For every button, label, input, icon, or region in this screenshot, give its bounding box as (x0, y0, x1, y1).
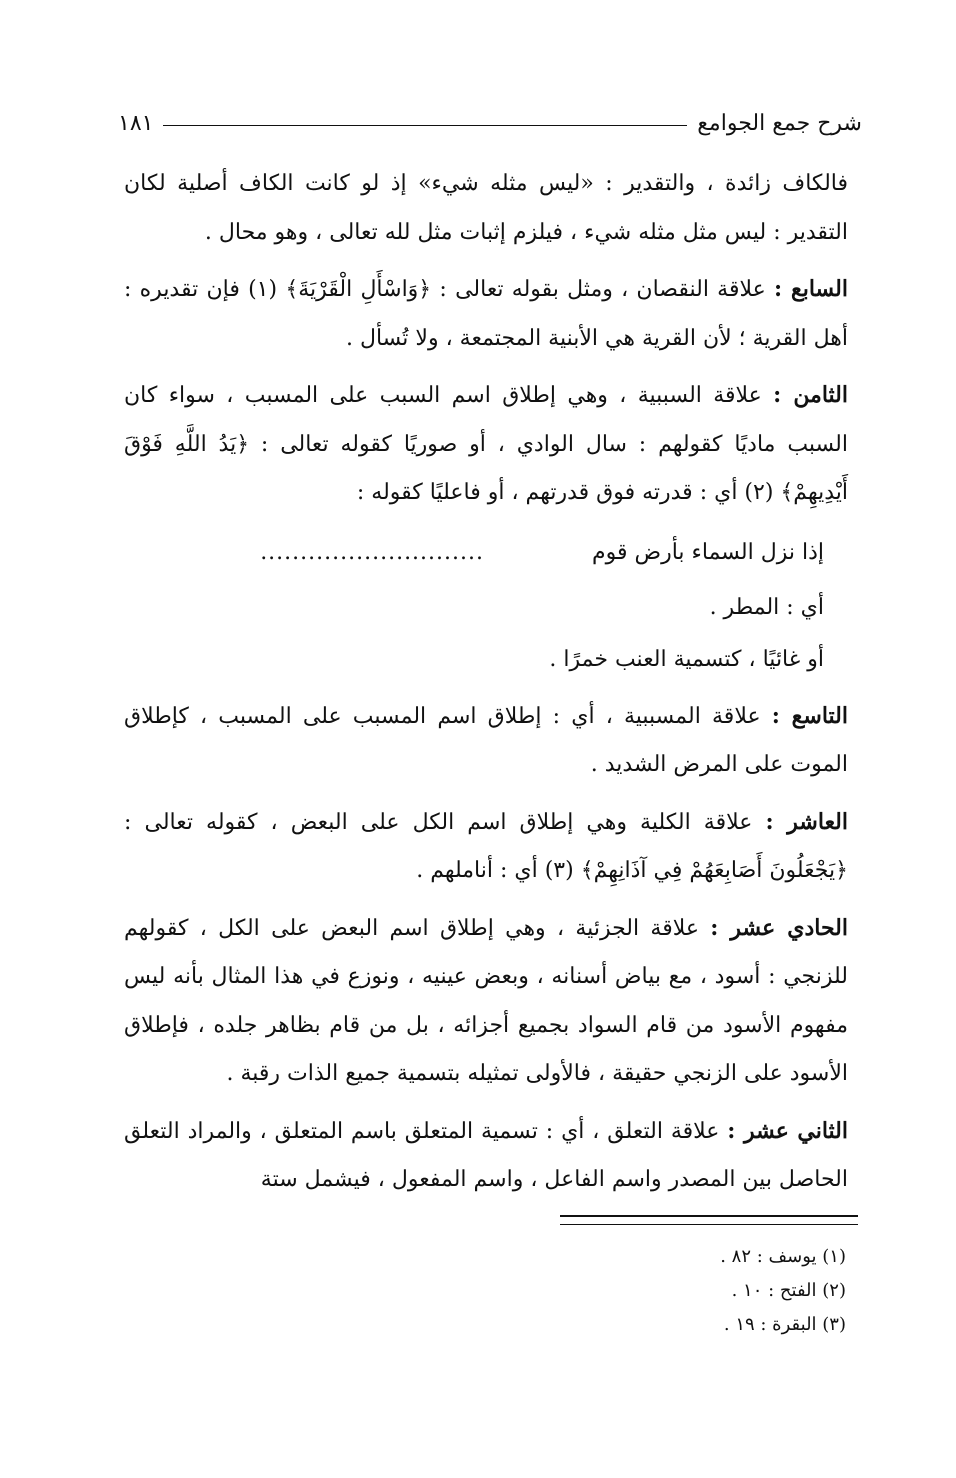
header-rule (163, 125, 687, 126)
footnote: (١) يوسف : ٨٢ . (720, 1246, 846, 1267)
poetry-verse (124, 526, 848, 582)
paragraph (124, 371, 848, 518)
paragraph (124, 904, 848, 1099)
paragraph (124, 160, 848, 257)
paragraph (124, 265, 848, 363)
paragraph-lead: الثاني عشر : (727, 1117, 848, 1144)
short-line: أو غائيًا ، كتسمية العنب خمرًا . (549, 646, 824, 672)
paragraph-text: علاقة السببية ، وهي إطلاق اسم السبب على المسبب ، سواء كان السبب ماديًا كقولهم : سال الوادي ، أو صوريًا كقوله تعالى : ﴿يَدُ اللَّهِ فَوْقَ أَيْدِيهِمْ﴾ (٢) أي : قدرته فوق قدرتهم ، أو فاعليًا كقوله : (124, 383, 848, 505)
paragraph-lead: السابع : (773, 276, 848, 302)
paragraph-lead: الحادي عشر : (710, 914, 848, 941)
footnotes (446, 1240, 846, 1342)
paragraph-text: فالكاف زائدة ، والتقدير : «ليس مثله شيء» إذ لو كانت الكاف أصلية لكان التقدير : ليس مثل مثله شيء ، فيلزم إثبات مثل لله تعالى ، وهو محال . (124, 171, 848, 245)
paragraph-text: علاقة المسببية ، أي : إطلاق اسم المسبب على المسبب ، كإطلاق الموت على المرض الشديد . (124, 703, 848, 777)
page-number: ١٨١ (118, 110, 154, 136)
paragraph (124, 1107, 848, 1205)
verse-first-hemistich: إذا نزل السماء بأرض قوم (592, 540, 824, 566)
footnote: (٣) البقرة : ١٩ . (723, 1314, 846, 1335)
paragraph (124, 798, 848, 896)
short-line: أي : المطر . (709, 594, 824, 620)
footnote-separator (560, 1215, 858, 1225)
main-text (124, 160, 848, 1213)
paragraph-lead: الثامن : (773, 382, 849, 408)
verse-ellipsis: ............................ (260, 540, 484, 566)
paragraph-lead: العاشر : (765, 808, 848, 835)
running-title: شرح جمع الجوامع (697, 110, 862, 136)
paragraph-text: علاقة التعلق ، أي : تسمية المتعلق باسم المتعلق ، والمراد التعلق الحاصل بين المصدر واسم الفاعل ، واسم المفعول ، فيشمل ستة (124, 1118, 848, 1192)
paragraph-text: علاقة الجزئية ، وهي إطلاق اسم البعض على الكل ، كقولهم للزنجي : أسود ، مع بياض أسنانه ، وبعض عينيه ، ونوزع في هذا المثال بأنه ليس مفهوم الأسود من قام السواد بجميع أجزائه ، بل من قام بظاهر جلده ، فإطلاق الأسود على الزنجي حقيقة ، فالأولى تمثيله بتسمية جميع الذات رقبة . (124, 915, 848, 1086)
running-header (118, 105, 862, 141)
footnote: (٢) الفتح : ١٠ . (731, 1280, 846, 1301)
paragraph-text: علاقة النقصان ، ومثل بقوله تعالى : ﴿وَاسْأَلِ الْقَرْيَةَ﴾ (١) فإن تقديره : أهل القرية ؛ لأن القرية هي الأبنية المجتمعة ، ولا تُسأل . (124, 277, 848, 351)
paragraph (124, 692, 848, 790)
paragraph-lead: التاسع : (771, 702, 848, 729)
paragraph-text: علاقة الكلية وهي إطلاق اسم الكل على البعض ، كقوله تعالى : ﴿يَجْعَلُونَ أَصَابِعَهُمْ فِي آذَانِهِمْ﴾ (٣) أي : أناملهم . (124, 809, 848, 883)
